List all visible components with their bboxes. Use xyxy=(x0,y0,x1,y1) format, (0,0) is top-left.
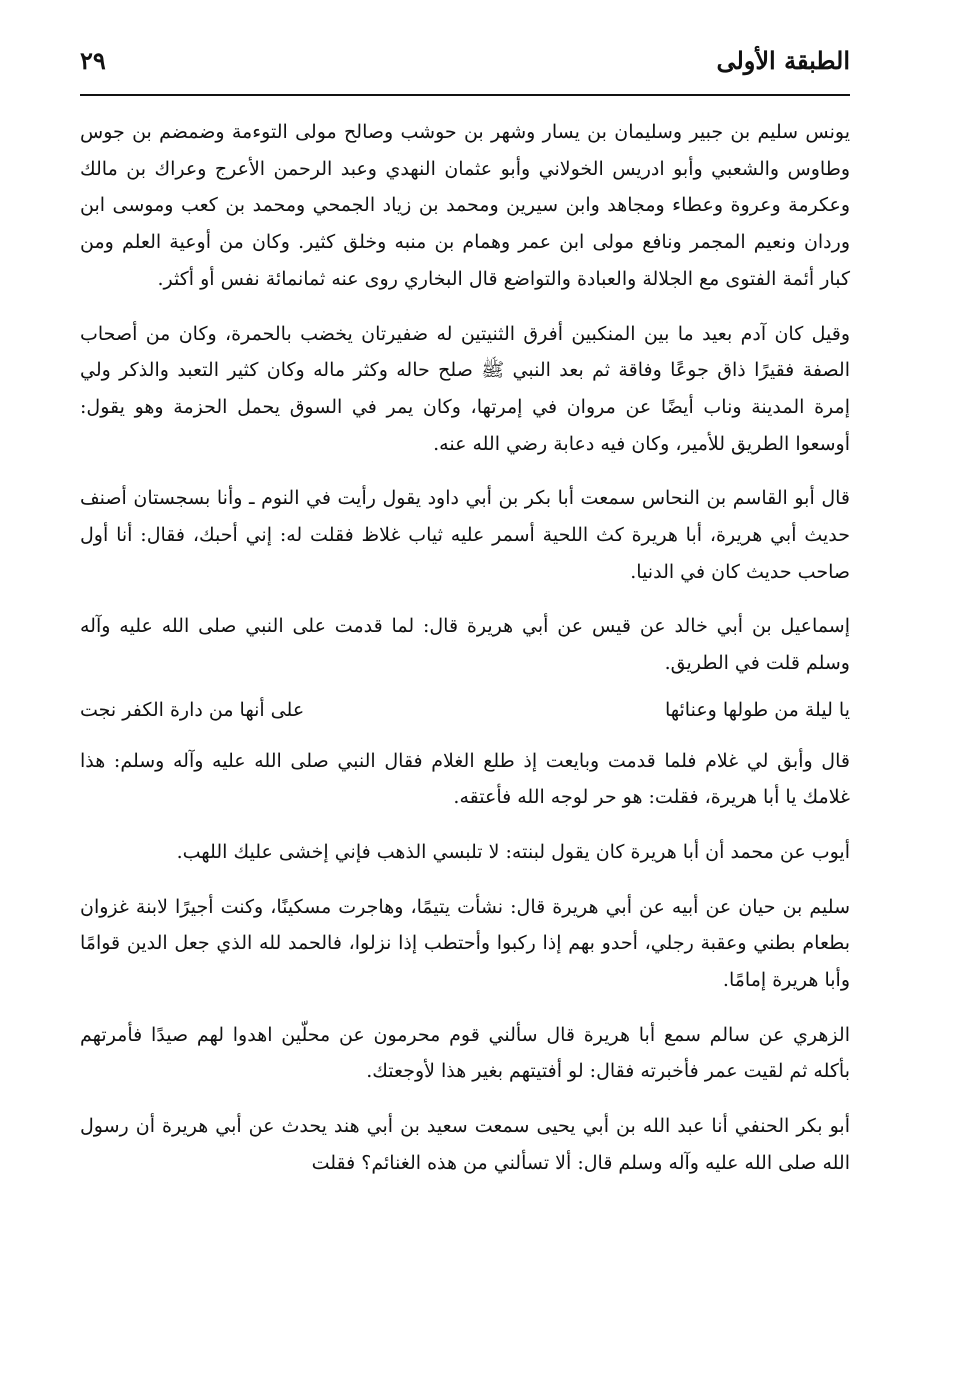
paragraph-ayyub: أيوب عن محمد أن أبا هريرة كان يقول لبنته: لا تلبسي الذهب فإني إخشى عليك اللهب. xyxy=(176,840,850,863)
verse-second-hemistich: على أنها من دارة الكفر نجت xyxy=(80,698,305,721)
paragraph-slave: قال وأبق لي غلام فلما قدمت وبايعت إذ طلع الغلام فقال النبي صلى الله عليه وآله وسلم: هذا غلامك يا أبا هريرة، فقلت: هو حر لوجه الله فأعتقه. xyxy=(80,749,850,809)
paragraph-abu-bakr: أبو بكر الحنفي أنا عبد الله بن أبي يحيى سمعت سعيد بن أبي هند يحدث عن أبي هريرة أن رسول الله صلى الله عليه وآله وسلم قال: ألا تسألني من هذه الغنائم؟ فقلت xyxy=(80,1115,850,1174)
paragraph-zuhri: الزهري عن سالم سمع أبا هريرة قال سألني قوم محرمون عن محلّين اهدوا لهم صيدًا فأمرتهم بأكله ثم لقيت عمر فأخبرته فقال: لو أفتيتهم بغير هذا لأوجعتك. xyxy=(80,1023,850,1083)
paragraph-sulaym: سليم بن حيان عن أبيه عن أبي هريرة قال: نشأت يتيمًا، وهاجرت مسكينًا، وكنت أجيرًا لابنة غزوان بطعام بطني وعقبة رجلي، أحدو بهم إذا ركبوا وأحتطب إذا نزلوا، فالحمد لله الذي جعل الدين قوامًا وأبا هريرة إمامًا. xyxy=(80,895,850,992)
paragraph-ismail: إسماعيل بن أبي خالد عن قيس عن أبي هريرة قال: لما قدمت على النبي صلى الله عليه وآله وسلم قلت في الطريق. xyxy=(80,615,850,675)
paragraph-description: وقيل كان آدم بعيد ما بين المنكبين أفرق الثنيتين له ضفيرتان يخضب بالحمرة، وكان من أصحاب الصفة فقيرًا ذاق جوعًا وفاقة ثم بعد النبي ﷺ صلح حاله وكثر ماله وكان كثير التعبد والذكر ولي إمرة المدينة وناب أيضًا عن مروان في إمرتها، وكان يمر في السوق يحمل الحزمة وهو يقول: أوسعوا الطريق للأمير، وكان فيه دعابة رضي الله عنه. xyxy=(80,322,850,455)
page-header xyxy=(80,40,850,94)
page-body xyxy=(80,114,850,1200)
verse-first-hemistich: يا ليلة من طولها وعنائها xyxy=(664,698,850,721)
paragraph-narrators: يونس سليم بن جبير وسليمان بن يسار وشهر بن حوشب وصالح مولى التوءمة وضمضم بن جوس وطاوس والشعبي وأبو ادريس الخولاني وأبو عثمان النهدي وعبد الرحمن الأعرج وعراك بن مالك وعكرمة وعروة وعطاء ومجاهد وابن سيرين ومحمد بن زياد الجمحي ومحمد بن كعب وموسى ابن وردان ونعيم المجمر ونافع مولى ابن عمر وهمام بن منبه وخلق كثير. وكان من أوعية العلم ومن كبار أئمة الفتوى مع الجلالة والعبادة والتواضع قال البخاري روى عنه ثمانمائة نفس أو أكثر. xyxy=(80,121,850,290)
page-number: ٢٩ xyxy=(80,46,106,75)
header-rule xyxy=(80,94,850,96)
paragraph-dream: قال أبو القاسم بن النحاس سمعت أبا بكر بن أبي داود يقول رأيت في النوم ـ وأنا بسجستان أصنف حديث أبي هريرة، أبا هريرة كث اللحية أسمر عليه ثياب غلاظ فقلت له: إني أحبك، فقال: أنا أول صاحب حديث كان في الدنيا. xyxy=(80,487,850,583)
running-title: الطبقة الأولى xyxy=(716,46,850,75)
poem-verse xyxy=(80,692,850,729)
